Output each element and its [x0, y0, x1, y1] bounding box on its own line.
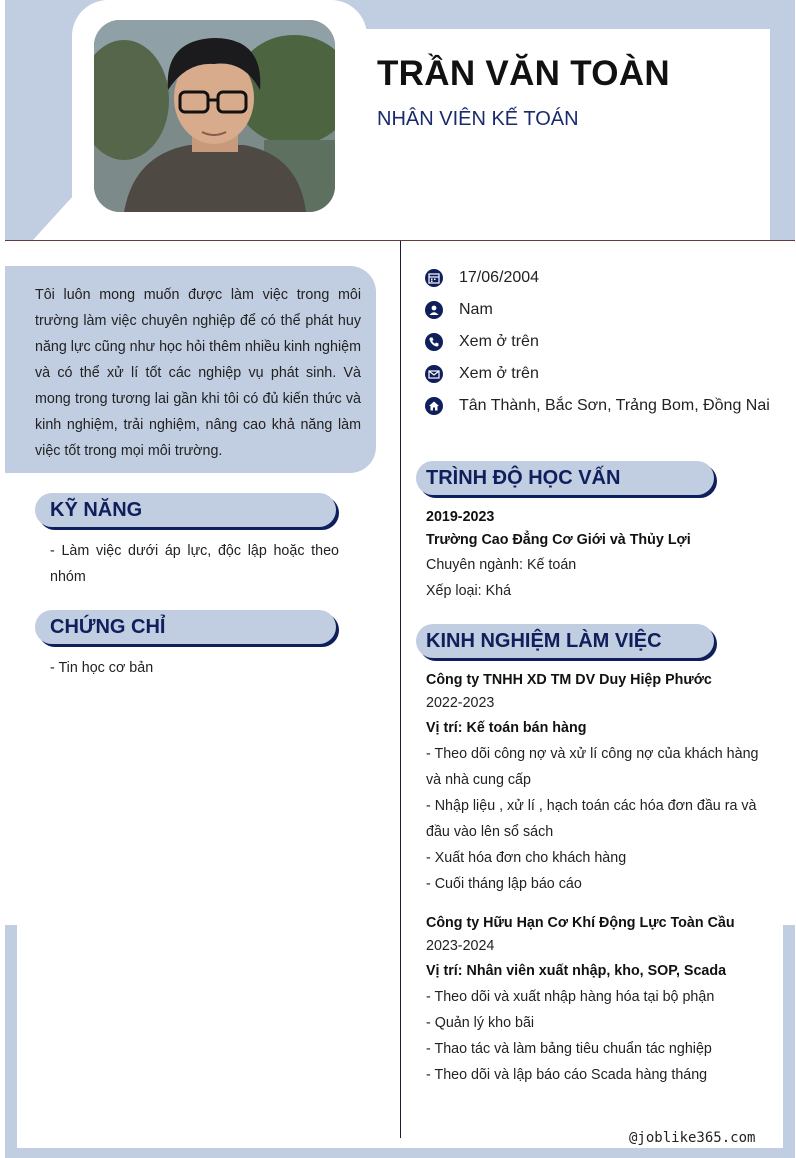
job-duty: - Theo dõi công nợ và xử lí công nợ của khách hàng — [426, 746, 759, 762]
candidate-name: TRẦN VĂN TOÀN — [377, 54, 670, 93]
education-major: Chuyên ngành: Kế toán — [426, 557, 577, 573]
job-position: Vị trí: Nhân viên xuất nhập, kho, SOP, Scada — [426, 963, 727, 979]
contact-gender — [425, 298, 493, 322]
experience-heading — [416, 624, 714, 658]
job-company: Công ty Hữu Hạn Cơ Khí Động Lực Toàn Cầu — [426, 915, 735, 931]
job-duty: đầu vào lên sổ sách — [426, 824, 554, 840]
education-period: 2019-2023 — [426, 509, 495, 525]
photo-frame-corner — [33, 196, 73, 240]
certificates-heading — [35, 610, 336, 644]
skills-heading — [35, 493, 336, 527]
job-duty: - Xuất hóa đơn cho khách hàng — [426, 850, 627, 866]
frame-left-bar — [5, 925, 17, 1158]
job-duty: và nhà cung cấp — [426, 772, 531, 788]
birthdate-value: 17/06/2004 — [459, 269, 540, 286]
job-duty: - Quản lý kho bãi — [426, 1015, 535, 1031]
job-period: 2023-2024 — [426, 938, 495, 954]
job-duty: - Nhập liệu , xử lí , hạch toán các hóa đơn đầu ra và — [426, 798, 757, 814]
address-value: Tân Thành, Bắc Sơn, Trảng Bom, Đồng Nai — [459, 397, 770, 414]
contact-email — [425, 362, 539, 386]
education-grade: Xếp loại: Khá — [426, 583, 512, 599]
contact-address — [425, 394, 770, 418]
education-heading — [416, 461, 714, 495]
footer-watermark: @joblike365.com — [629, 1130, 756, 1146]
column-divider — [400, 241, 401, 1138]
skills-item: - Làm việc dưới áp lực, độc lập hoặc theo nhóm — [50, 543, 339, 585]
email-value: Xem ở trên — [459, 365, 539, 382]
certificates-heading-text: CHỨNG CHỈ — [50, 616, 166, 638]
job-duty: - Cuối tháng lập báo cáo — [426, 876, 582, 892]
skills-heading-text: KỸ NĂNG — [50, 499, 143, 521]
phone-icon — [425, 333, 443, 351]
job-duty: - Theo dõi và lập báo cáo Scada hàng tháng — [426, 1067, 708, 1083]
frame-bottom-bar — [5, 1148, 795, 1158]
phone-value: Xem ở trên — [459, 333, 539, 350]
career-objective-text: Tôi luôn mong muốn được làm việc trong môi trường làm việc chuyên nghiệp để có thể phát huy năng lực cũng như học hỏi thêm nhiều kinh nghiệm và có thể xử lí tốt các nghiệp vụ phát sinh. Và mong trong tương lai gần khi tôi có đủ kiến thức và kinh nghiệm, trải nghiệm, nâng cao khả năng làm việc tốt trong mọi môi trường. — [35, 287, 361, 459]
job-title: NHÂN VIÊN KẾ TOÁN — [377, 108, 579, 130]
home-icon — [425, 397, 443, 415]
profile-photo — [94, 20, 335, 212]
experience-heading-text: KINH NGHIỆM LÀM VIỆC — [426, 630, 662, 652]
user-icon — [425, 301, 443, 319]
gender-value: Nam — [459, 301, 493, 318]
job-period: 2022-2023 — [426, 695, 495, 711]
career-objective — [5, 266, 376, 473]
contact-phone — [425, 330, 539, 354]
education-heading-text: TRÌNH ĐỘ HỌC VẤN — [426, 467, 621, 489]
frame-right-bar — [783, 925, 795, 1158]
education-school: Trường Cao Đẳng Cơ Giới và Thủy Lợi — [426, 532, 691, 548]
contact-birthdate — [425, 266, 539, 290]
job-position: Vị trí: Kế toán bán hàng — [426, 720, 587, 736]
job-company: Công ty TNHH XD TM DV Duy Hiệp Phước — [426, 672, 712, 688]
job-duty: - Thao tác và làm bảng tiêu chuẩn tác nghiệp — [426, 1041, 712, 1057]
calendar-icon — [425, 269, 443, 287]
job-duty: - Theo dõi và xuất nhập hàng hóa tại bộ phận — [426, 989, 715, 1005]
mail-icon — [425, 365, 443, 383]
certificate-item: - Tin học cơ bản — [50, 660, 154, 676]
